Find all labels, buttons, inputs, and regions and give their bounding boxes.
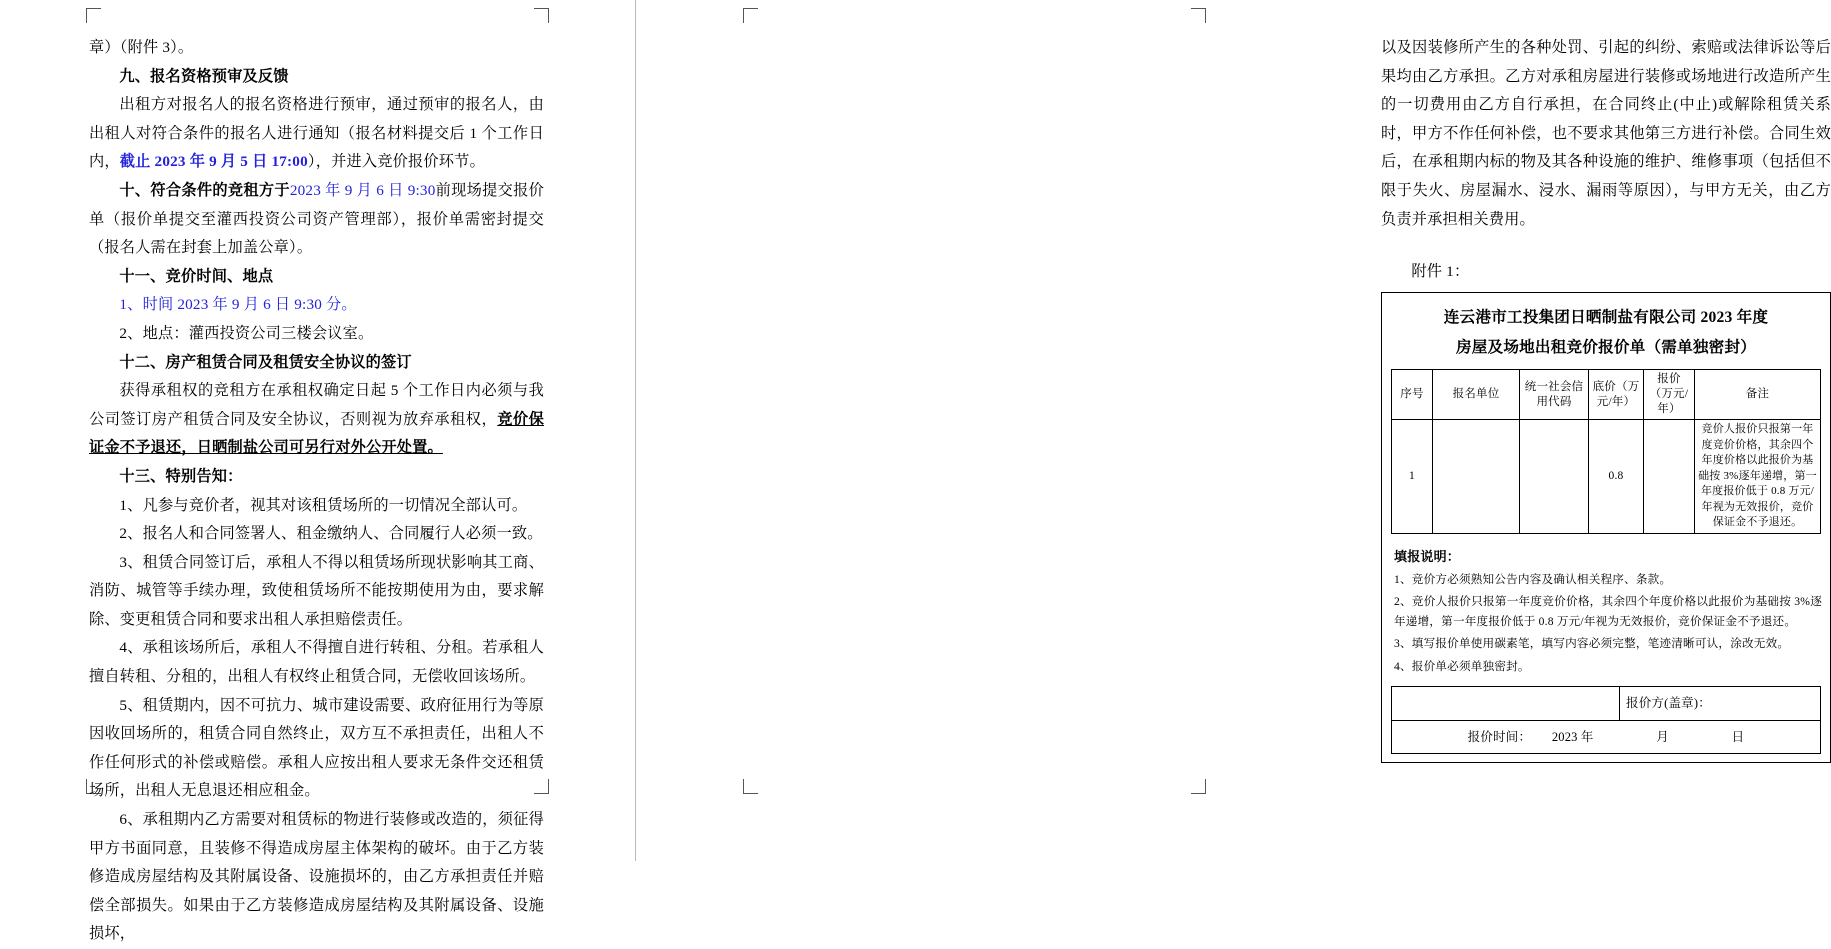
attachment-title-line2: 房屋及场地出租竞价报价单（需单独密封） <box>1455 339 1757 357</box>
text-run: 6、承租期内乙方需要对租赁标的物进行装修或改造的，须征得甲方书面同意，且装修不得造成房屋主体架构的破坏。由于乙方装修造成房屋结构及其附属设备、设施损坏的，由乙方承担责任并赔偿全部损失。如果由于乙方装修造成房屋结构及其附属设备、设施损坏， <box>89 811 544 943</box>
paragraph <box>89 549 544 635</box>
paragraph-heading <box>89 63 544 92</box>
attachment-title-line1: 连云港市工投集团日晒制盐有限公司 2023 年度 <box>1443 309 1769 327</box>
right-page-body <box>1381 34 1831 763</box>
paragraph <box>89 177 544 263</box>
paragraph-heading <box>89 463 544 492</box>
text-run: 获得承租权的竞租方在承租权确定日起 5 个工作日内必须与我公司签订房产租赁合同及安全协议，否则视为放弃承租权， <box>89 382 544 428</box>
cell-bid-price[interactable] <box>1644 420 1695 534</box>
crop-mark-top-right <box>534 8 549 23</box>
paragraph <box>1381 34 1831 234</box>
fill-instructions-title: 填报说明： <box>1394 548 1461 564</box>
bid-time-year: 2023 年 <box>1551 729 1594 744</box>
text-run: 章）（附件 3）。 <box>89 39 194 56</box>
bid-time-month: 月 <box>1656 729 1669 744</box>
fill-instructions-list <box>1394 570 1822 677</box>
paragraph <box>89 520 544 549</box>
cell-seq: 1 <box>1392 420 1433 534</box>
paragraph <box>89 291 544 320</box>
text-run: 4、承租该场所后，承租人不得擅自进行转租、分租。若承租人擅自转租、分租的，出租人有权终止租赁合同，无偿收回该场所。 <box>89 639 544 686</box>
bid-time-row <box>1392 720 1821 754</box>
attachment-box <box>1381 292 1831 763</box>
signature-blank-cell[interactable] <box>1392 687 1620 721</box>
text-run-highlight: 截止 2023 年 9 月 5 日 17:00 <box>119 153 308 171</box>
page-right <box>636 0 1831 861</box>
paragraph-heading <box>89 349 544 378</box>
list-item: 3、填写报价单使用碳素笔，填写内容必须完整，笔迹清晰可认，涂改无效。 <box>1394 637 1790 651</box>
cell-base-price: 0.8 <box>1589 420 1644 534</box>
column-header-remark: 备注 <box>1695 370 1821 420</box>
column-header-bid-price: 报价（万元/年） <box>1644 370 1695 420</box>
paragraph <box>89 692 544 806</box>
crop-mark-top-right <box>1191 8 1206 23</box>
text-run: 2、报名人和合同签署人、租金缴纳人、合同履行人必须一致。 <box>119 525 543 543</box>
cell-remark: 竞价人报价只报第一年度竞价价格，其余四个年度价格以此报价为基础按 3%逐年递增，第一年度报价低于 0.8 万元/年视为无效报价，竞价保证金不予退还。 <box>1695 420 1821 534</box>
column-header-unit: 报名单位 <box>1433 370 1520 420</box>
crop-mark-top-left <box>743 8 758 23</box>
paragraph <box>89 91 544 177</box>
list-item: 4、报价单必须单独密封。 <box>1394 659 1530 673</box>
table-row <box>1392 720 1821 754</box>
text-run: 1、凡参与竞价者，视其对该租赁场所的一切情况全部认可。 <box>119 496 528 514</box>
left-page-body <box>89 34 544 949</box>
text-run: 十、符合条件的竞租方于 <box>119 181 290 199</box>
signature-table <box>1391 686 1821 754</box>
table-row <box>1392 420 1821 534</box>
paragraph <box>89 492 544 521</box>
crop-mark-top-left <box>86 8 101 23</box>
list-item: 1、竞价方必须熟知公告内容及确认相关程序、条款。 <box>1394 572 1672 586</box>
table-header-row <box>1392 370 1821 420</box>
attachment-label: 附件 1： <box>1411 263 1470 281</box>
text-run: 3、租赁合同签订后，承租人不得以租赁场所现状影响其工商、消防、城管等手续办理，致使租赁场所不能按期使用为由，要求解除、变更租赁合同和要求出租人承担赔偿责任。 <box>89 553 544 628</box>
text-run: 十三、特别告知： <box>119 467 243 485</box>
text-run: 2、地点：灌西投资公司三楼会议室。 <box>119 324 374 342</box>
text-run: 以及因装修所产生的各种处罚、引起的纠纷、索赔或法律诉讼等后果均由乙方承担。乙方对承租房屋进行装修或场地进行改造所产生的一切费用由乙方自行承担，在合同终止(中止)或解除租赁关系时，甲方不作任何补偿，也不要求其他第三方进行补偿。合同生效后，在承租期内标的物及其各种设施的维护、维修事项（包括但不限于失火、房屋漏水、浸水、漏雨等原因），与甲方无关，由乙方负责并承担相关费用。 <box>1381 39 1831 228</box>
paragraph <box>89 634 544 691</box>
crop-mark-bottom-left <box>743 779 758 794</box>
column-header-credit-code: 统一社会信用代码 <box>1520 370 1589 420</box>
paragraph <box>89 806 544 949</box>
text-run: ），并进入竞价报价环节。 <box>307 153 485 171</box>
crop-mark-bottom-right <box>1191 779 1206 794</box>
bid-time-label: 报价时间： <box>1467 729 1532 744</box>
page-left <box>0 0 636 943</box>
text-run: 5、租赁期内，因不可抗力、城市建设需要、政府征用行为等原因收回场所的，租赁合同自然终止，双方互不承担责任，出租人不作任何形式的补偿或赔偿。承租人应按出租人要求无条件交还租赁场所，出租人无息退还相应租金。 <box>89 696 544 800</box>
column-header-base-price: 底价（万元/年） <box>1589 370 1644 420</box>
table-row <box>1392 687 1821 721</box>
cell-unit[interactable] <box>1433 420 1520 534</box>
text-run-emphasis: 竞价保证金不予退还，日晒制盐公司可另行对外公开处置。 <box>89 410 544 457</box>
text-run: 前现场提交报价单（报价单提交至灌西投资公司资产管理部），报价单需密封提交（报名人需在封套上加盖公章）。 <box>89 181 544 257</box>
paragraph <box>89 377 544 463</box>
list-item: 2、竞价人报价只报第一年度竞价价格，其余四个年度价格以此报价为基础按 3%逐年递增，第一年度报价低于 0.8 万元/年视为无效报价，竞价保证金不予退还。 <box>1394 595 1822 628</box>
text-run-highlight: 1、时间 2023 年 9 月 6 日 9:30 分。 <box>119 296 357 314</box>
paragraph-heading <box>89 263 544 292</box>
text-run: 十一、竞价时间、地点 <box>119 267 274 285</box>
column-header-seq: 序号 <box>1392 370 1433 420</box>
cell-credit-code[interactable] <box>1520 420 1589 534</box>
bid-time-day: 日 <box>1731 729 1745 744</box>
bid-price-table <box>1391 369 1821 534</box>
paragraph <box>89 320 544 349</box>
paragraph <box>89 34 544 63</box>
text-run: 九、报名资格预审及反馈 <box>119 67 289 85</box>
text-run: 出租方对报名人的报名资格进行预审，通过预审的报名人，由出租人对符合条件的报名人进行通知（报名材料提交后 1 个工作日内， <box>89 96 544 171</box>
text-run: 十二、房产租赁合同及租赁安全协议的签订 <box>119 353 412 371</box>
signature-label: 报价方(盖章)： <box>1620 687 1821 721</box>
text-run-highlight: 2023 年 9 月 6 日 9:30 <box>289 181 436 199</box>
